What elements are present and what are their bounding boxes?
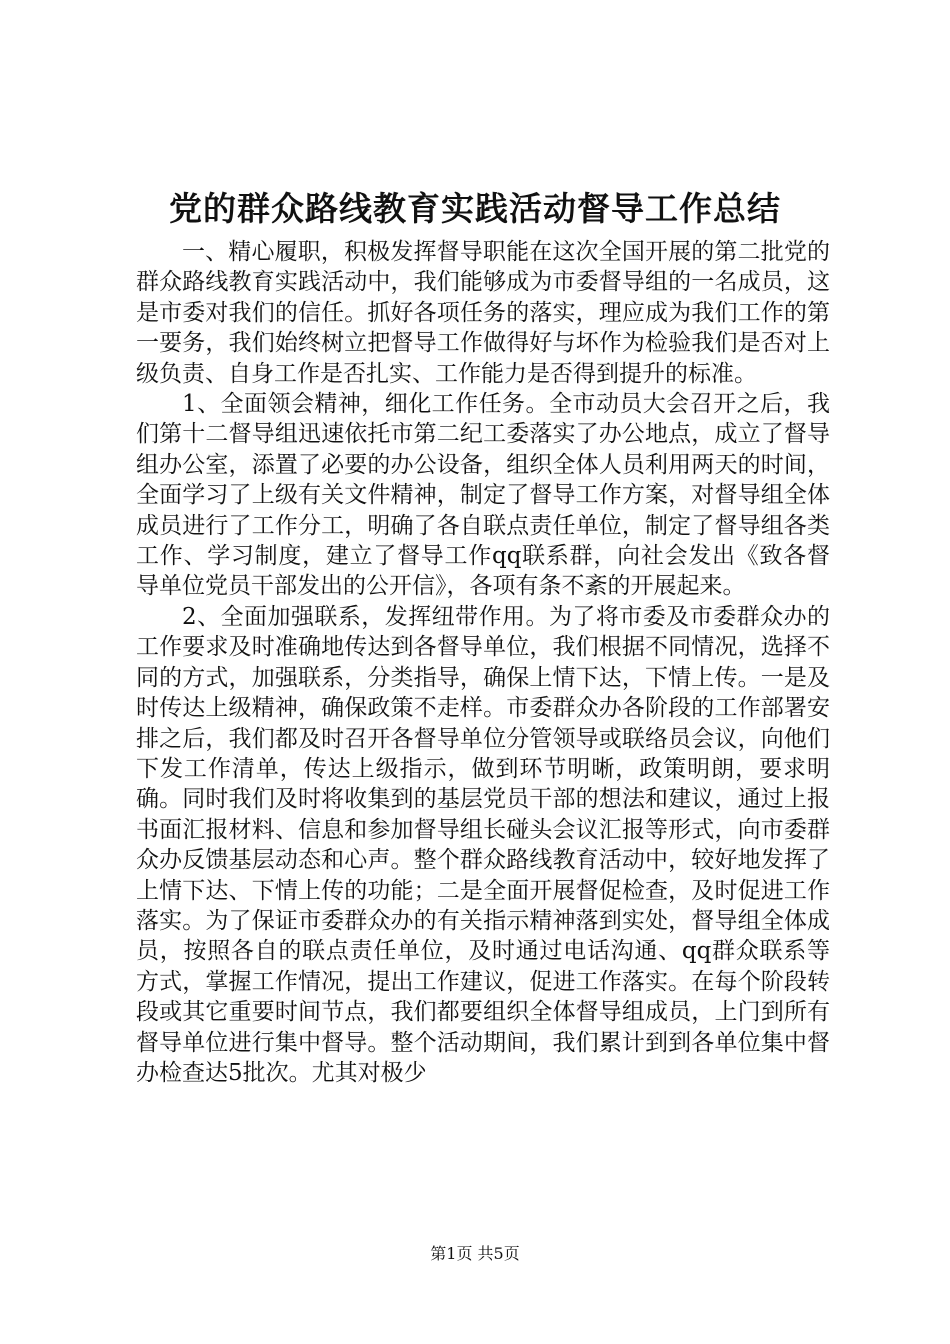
page-number-footer: 第1页 共5页 bbox=[430, 1244, 520, 1263]
document-body bbox=[136, 237, 830, 1088]
document-title: 党的群众路线教育实践活动督导工作总结 bbox=[169, 189, 781, 228]
paragraph-3: 2、全面加强联系，发挥纽带作用。为了将市委及市委群众办的工作要求及时准确地传达到各督导单位，我们根据不同情况，选择不同的方式，加强联系，分类指导，确保上情下达，下情上传。一是及时传达上级精神，确保政策不走样。市委群众办各阶段的工作部署安排之后，我们都及时召开各督导单位分管领导或联络员会议，向他们下发工作清单，传达上级指示，做到环节明晰，政策明朗，要求明确。同时我们及时将收集到的基层党员干部的想法和建议，通过上报书面汇报材料、信息和参加督导组长碰头会议汇报等形式，向市委群众办反馈基层动态和心声。整个群众路线教育活动中，较好地发挥了上情下达、下情上传的功能；二是全面开展督促检查，及时促进工作落实。为了保证市委群众办的有关指示精神落到实处，督导组全体成员，按照各自的联点责任单位，及时通过电话沟通、qq群众联系等方式，掌握工作情况，提出工作建议，促进工作落实。在每个阶段转段或其它重要时间节点，我们都要组织全体督导组成员，上门到所有督导单位进行集中督导。整个活动期间，我们累计到到各单位集中督办检查达5批次。尤其对极少 bbox=[136, 603, 830, 1086]
paragraph-1: 一、精心履职，积极发挥督导职能在这次全国开展的第二批党的群众路线教育实践活动中，我们能够成为市委督导组的一名成员，这是市委对我们的信任。抓好各项任务的落实，理应成为我们工作的第一要务，我们始终树立把督导工作做得好与坏作为检验我们是否对上级负责、自身工作是否扎实、工作能力是否得到提升的标准。 bbox=[136, 239, 830, 387]
paragraph-2: 1、全面领会精神，细化工作任务。全市动员大会召开之后，我们第十二督导组迅速依托市第二纪工委落实了办公地点，成立了督导组办公室，添置了必要的办公设备，组织全体人员利用两天的时间，全面学习了上级有关文件精神，制定了督导工作方案，对督导组全体成员进行了工作分工，明确了各自联点责任单位，制定了督导组各类工作、学习制度，建立了督导工作qq联系群，向社会发出《致各督导单位党员干部发出的公开信》，各项有条不紊的开展起来。 bbox=[136, 391, 830, 600]
